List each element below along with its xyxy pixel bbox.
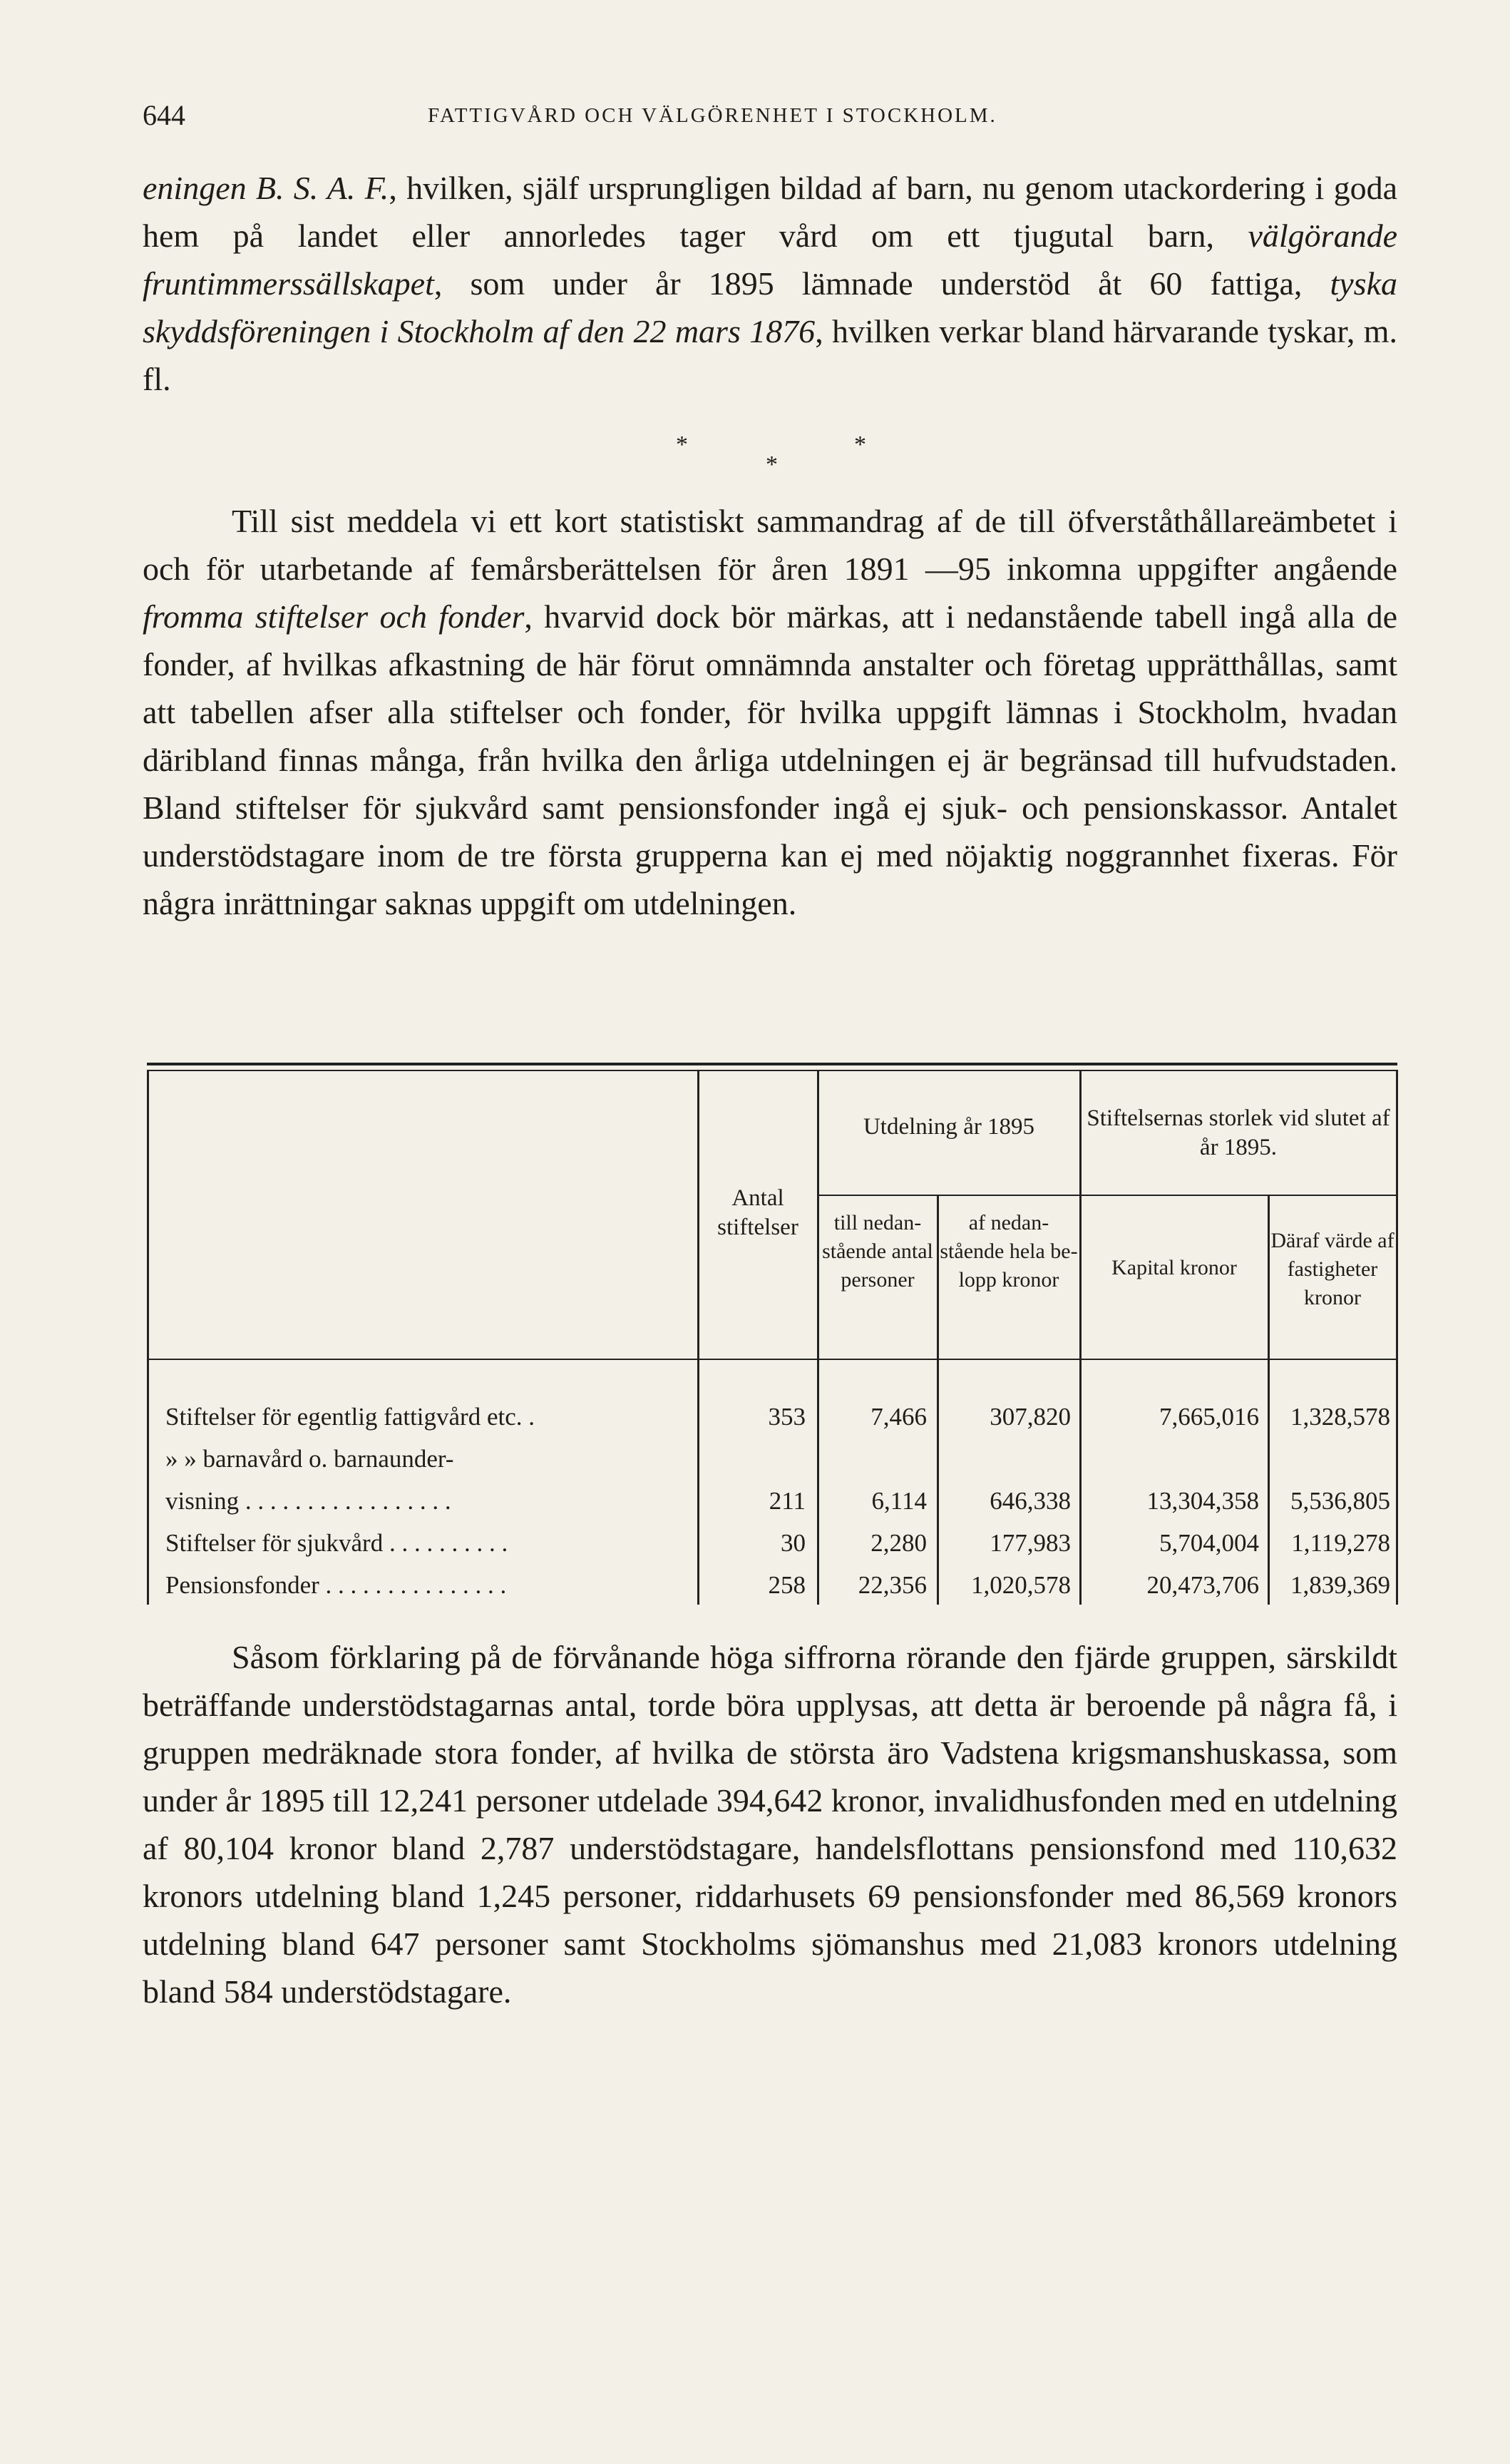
paragraph-2 [143,497,1397,927]
row-2-antal: 211 [769,1487,806,1515]
row-3-fastigheter: 1,119,278 [1291,1529,1390,1557]
separator-star-right: * [854,431,866,458]
row-4-fastigheter: 1,839,369 [1290,1571,1390,1599]
header-hela-belopp: af nedan-stående hela be-lopp kronor [940,1211,1078,1292]
p2-text-2: , hvarvid dock bör märkas, att i nedanstående tabell ingå alla de fonder, af hvilkas afkastning de här förut omnämnda anstalter och företag upprätthållas, samt att tabellen afser alla stiftelser och fonder, för hvilka uppgift lämnas i Stockholm, hvadan däribland finnas många, från hvilka den årliga utdelningen ej är begränsad till hufvudstaden. Bland stiftelser för sjukvård samt pensionsfonder ingå ej sjuk- och pensionskassor. Antalet understödstagare inom de tre första grupperna kan ej med nöjaktig noggrannhet fixeras. För några inrättningar saknas uppgift om utdelningen. [143,598,1397,921]
header-antal: Antal stiftelser [717,1185,798,1240]
p1-italic-3: tyska skyddsföreningen i Stockholm af den 22 mars 1876 [143,265,1397,349]
header-storlek: Stiftelsernas storlek vid slutet af år 1895. [1087,1105,1390,1160]
header-subrule [817,1195,1397,1196]
p1-text-3: , hvilken verkar bland härvarande tyskar, m. fl. [143,313,1397,397]
page-header [143,98,1397,134]
p2-italic: fromma stiftelser och fonder [143,598,525,635]
row-1-kapital: 7,665,016 [1159,1403,1259,1431]
row-1-fastigheter: 1,328,578 [1290,1403,1390,1431]
table-left-border [147,1070,149,1605]
row-4-kapital: 20,473,706 [1146,1571,1259,1599]
row-4-antal: 258 [768,1571,806,1599]
row-1-antal: 353 [768,1403,806,1431]
table-right-border [1396,1070,1398,1605]
row-4-belopp: 1,020,578 [971,1571,1071,1599]
row-2-belopp: 646,338 [990,1487,1071,1515]
col-divider-2 [817,1070,819,1605]
statistics-table [143,1063,1397,1612]
table-top-rule-thin [147,1070,1397,1071]
p1-italic-2: välgörande fruntimmerssällskapet [143,218,1397,302]
page-number: 644 [143,99,185,131]
col-divider-1 [697,1070,699,1605]
row-3-label: Stiftelser för sjukvård . . . . . . . . . . [165,1529,508,1557]
paragraph-3: Såsom förklaring på de förvånande höga siffrorna rörande den fjärde gruppen, särskildt beträffande understödstagarnas antal, torde böra upplysas, att detta är beroende på några få, i gruppen medräknade stora fonder, af hvilka de största äro Vadstena krigsmanshuskassa, som under år 1895 till 12,241 personer utdelade 394,642 kronor, invalidhusfonden med en utdelning af 80,104 kronor bland 2,787 understödstagare, handelsflottans pensionsfond med 110,632 kronors utdelning bland 1,245 personer, riddarhusets 69 pensionsfonder med 86,569 kronors utdelning bland 647 personer samt Stockholms sjömanshus med 21,083 kronors utdelning bland 584 understödstagare. [143,1639,1397,2010]
row-3-kapital: 5,704,004 [1159,1529,1259,1557]
row-3-belopp: 177,983 [990,1529,1071,1557]
row-2-fastigheter: 5,536,805 [1290,1487,1390,1515]
row-4-personer: 22,356 [858,1571,927,1599]
p2-text-1: Till sist meddela vi ett kort statistiskt sammandrag af de till öfverståthållareämbetet i och för utarbetande af femårsberättelsen för åren 1891 —95 inkomna uppgifter angående [143,503,1397,587]
p1-italic-1: eningen B. S. A. F. [143,170,389,206]
header-bottom-rule [147,1359,1397,1360]
table-top-rule [147,1063,1397,1065]
row-2-personer: 6,114 [871,1487,927,1515]
row-2-kapital: 13,304,358 [1146,1487,1259,1515]
p1-text-2: , som under år 1895 lämnade understöd åt 60 fattiga, [433,265,1330,302]
row-2-label: » » barnavård o. barnaunder- [165,1445,454,1473]
header-kapital: Kapital kronor [1111,1256,1237,1279]
row-3-personer: 2,280 [870,1529,927,1557]
row-1-label: Stiftelser för egentlig fattigvård etc. . [165,1403,535,1431]
running-title: FATTIGVÅRD OCH VÄLGÖRENHET I STOCKHOLM. [428,104,997,127]
separator-star-bottom: * [766,451,778,478]
row-4-label: Pensionsfonder . . . . . . . . . . . . . . . [165,1571,507,1599]
header-daraf: Däraf värde af fastigheter kronor [1270,1229,1395,1309]
paragraph-1 [143,164,1397,403]
header-utdelning: Utdelning år 1895 [863,1114,1035,1140]
row-1-personer: 7,466 [870,1403,927,1431]
row-1-belopp: 307,820 [990,1403,1071,1431]
p1-text-1: , hvilken, själf ursprungligen bildad af barn, nu genom utackordering i goda hem på landet eller annorledes tager vård om ett tjugutal barn, [143,170,1397,254]
row-3-antal: 30 [781,1529,806,1557]
row-2-label-cont: visning . . . . . . . . . . . . . . . . . [165,1487,451,1515]
separator-star-left: * [676,431,688,458]
header-till-personer: till nedan-stående antal personer [822,1211,933,1292]
